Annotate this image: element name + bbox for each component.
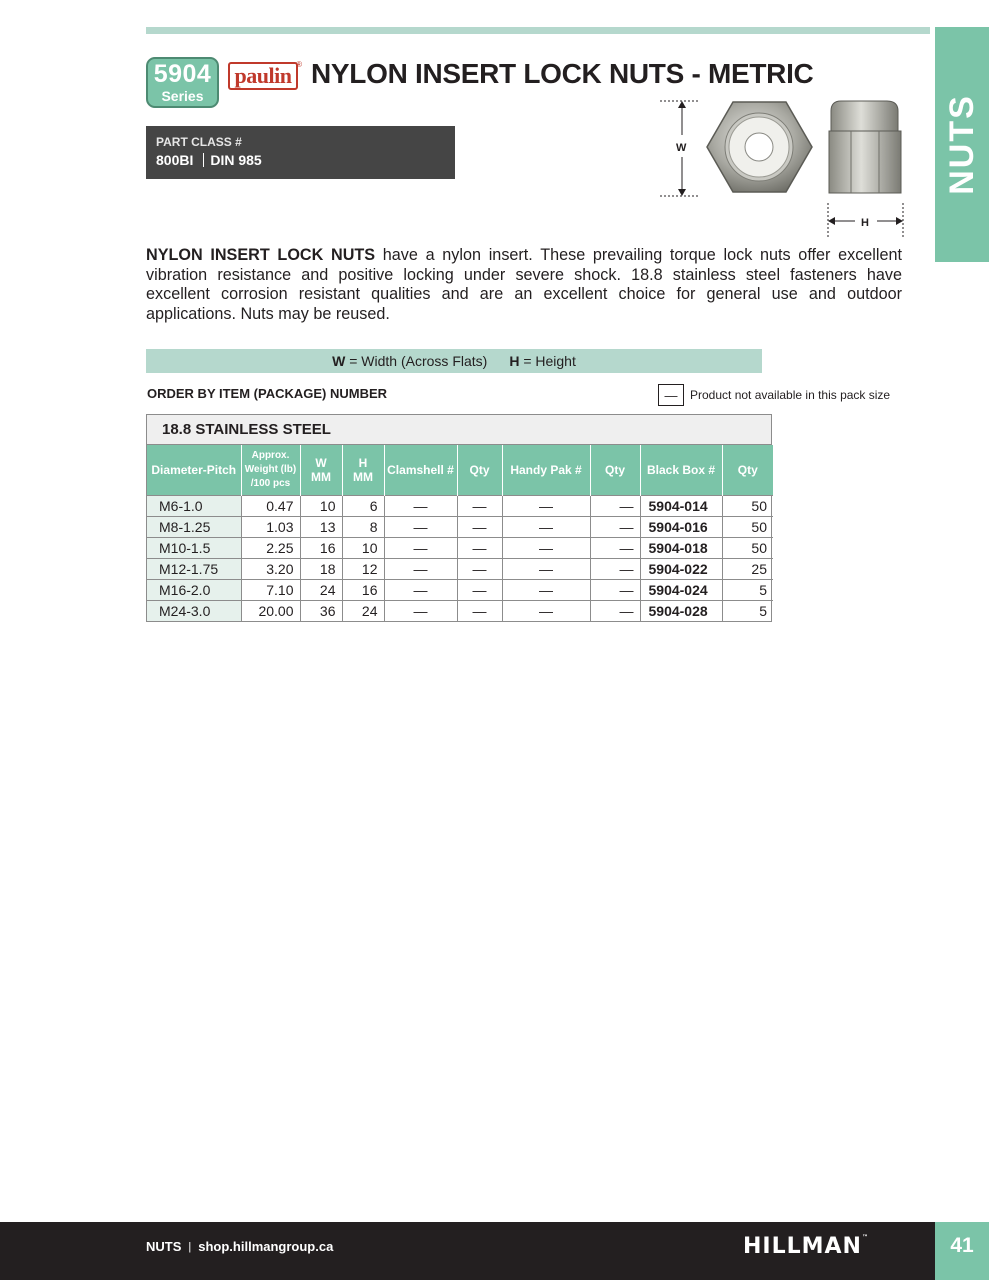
- table-section-title: 18.8 STAINLESS STEEL: [147, 415, 771, 445]
- part-class-code: 800BI: [156, 152, 194, 168]
- cell-handy-pak: —: [502, 495, 590, 516]
- cell-handy-pak: —: [502, 516, 590, 537]
- cell-weight: 7.10: [241, 579, 300, 600]
- description-lead: NYLON INSERT LOCK NUTS: [146, 246, 376, 264]
- footer-links: [146, 1239, 333, 1254]
- table-row: [147, 495, 773, 516]
- legend-w-key: W: [332, 353, 346, 369]
- top-rule: [146, 27, 930, 34]
- cell-width: 36: [300, 600, 342, 621]
- cell-clamshell: —: [384, 558, 457, 579]
- cell-black-box: 5904-014: [640, 495, 722, 516]
- cell-qty-black-box: 5: [722, 600, 773, 621]
- part-class-box: [146, 126, 455, 179]
- nut-diagram: [655, 95, 910, 240]
- width-dimension-label: W: [676, 142, 687, 154]
- table-row: [147, 600, 773, 621]
- cell-width: 24: [300, 579, 342, 600]
- page-number-box: [935, 1222, 989, 1280]
- footer-url-link[interactable]: shop.hillmangroup.ca: [198, 1239, 334, 1254]
- not-available-text: Product not available in this pack size: [690, 388, 891, 402]
- product-table: [146, 414, 772, 622]
- hillman-logo: [743, 1234, 868, 1259]
- cell-black-box: 5904-018: [640, 537, 722, 558]
- cell-handy-pak: —: [502, 558, 590, 579]
- col-qty-clamshell: Qty: [457, 445, 502, 495]
- cell-clamshell: —: [384, 600, 457, 621]
- cell-black-box: 5904-024: [640, 579, 722, 600]
- dimension-legend: [146, 349, 762, 373]
- cell-black-box: 5904-028: [640, 600, 722, 621]
- footer-section-link[interactable]: NUTS: [146, 1239, 182, 1254]
- cell-weight: 0.47: [241, 495, 300, 516]
- col-width-mm: W MM: [300, 445, 342, 495]
- cell-black-box: 5904-016: [640, 516, 722, 537]
- cell-handy-pak: —: [502, 579, 590, 600]
- col-black-box: Black Box #: [640, 445, 722, 495]
- legend-h-text: = Height: [519, 353, 576, 369]
- cell-height: 6: [342, 495, 384, 516]
- cell-clamshell: —: [384, 495, 457, 516]
- part-class-standard: DIN 985: [210, 152, 262, 168]
- cell-width: 13: [300, 516, 342, 537]
- cell-qty-clamshell: —: [457, 558, 502, 579]
- nut-illustration: [655, 95, 910, 240]
- cell-weight: 20.00: [241, 600, 300, 621]
- footer-separator: |: [188, 1240, 192, 1253]
- description-body: have a nylon insert. These prevailing torque lock nuts offer excellent vibration resistance and positive locking under severe shock. 18.8 stainless steel fasteners have excellent corrosion resistant qualities and are an excellent choice for general use and outdoor applications. Nuts may be reused.: [146, 246, 903, 323]
- col-qty-handy-pak: Qty: [590, 445, 640, 495]
- legend-h-key: H: [509, 353, 520, 369]
- cell-qty-handy-pak: —: [590, 516, 640, 537]
- part-class-divider: [203, 153, 204, 167]
- cell-black-box: 5904-022: [640, 558, 722, 579]
- col-diameter-pitch: Diameter-Pitch: [147, 445, 241, 495]
- cell-width: 10: [300, 495, 342, 516]
- cell-diameter: M16-2.0: [147, 579, 241, 600]
- table-header-row: [147, 445, 773, 495]
- cell-clamshell: —: [384, 516, 457, 537]
- col-height-mm: H MM: [342, 445, 384, 495]
- series-label: Series: [161, 88, 204, 104]
- not-available-symbol: —: [658, 384, 684, 406]
- legend-w-text: = Width (Across Flats): [345, 353, 488, 369]
- cell-weight: 2.25: [241, 537, 300, 558]
- cell-diameter: M12-1.75: [147, 558, 241, 579]
- cell-width: 16: [300, 537, 342, 558]
- cell-diameter: M24-3.0: [147, 600, 241, 621]
- cell-clamshell: —: [384, 579, 457, 600]
- product-description: [146, 246, 902, 324]
- cell-height: 12: [342, 558, 384, 579]
- cell-height: 10: [342, 537, 384, 558]
- order-by-heading: ORDER BY ITEM (PACKAGE) NUMBER: [147, 386, 388, 401]
- page-title: NYLON INSERT LOCK NUTS - METRIC: [311, 58, 814, 89]
- page-footer: [0, 1222, 935, 1280]
- cell-qty-clamshell: —: [457, 495, 502, 516]
- series-badge: [146, 57, 219, 108]
- cell-qty-clamshell: —: [457, 537, 502, 558]
- cell-height: 8: [342, 516, 384, 537]
- table-row: [147, 558, 773, 579]
- cell-qty-black-box: 50: [722, 495, 773, 516]
- cell-weight: 3.20: [241, 558, 300, 579]
- hillman-logo-text: HILLMAN: [743, 1234, 862, 1259]
- col-clamshell: Clamshell #: [384, 445, 457, 495]
- cell-qty-handy-pak: —: [590, 495, 640, 516]
- cell-clamshell: —: [384, 537, 457, 558]
- cell-qty-handy-pak: —: [590, 537, 640, 558]
- col-handy-pak: Handy Pak #: [502, 445, 590, 495]
- not-available-legend: [658, 384, 890, 406]
- cell-qty-black-box: 5: [722, 579, 773, 600]
- cell-qty-clamshell: —: [457, 600, 502, 621]
- cell-diameter: M6-1.0: [147, 495, 241, 516]
- side-tab-nuts: [935, 27, 989, 262]
- table-row: [147, 579, 773, 600]
- cell-qty-clamshell: —: [457, 579, 502, 600]
- brand-name: paulin: [228, 62, 298, 90]
- cell-qty-handy-pak: —: [590, 558, 640, 579]
- cell-height: 16: [342, 579, 384, 600]
- side-tab-label: NUTS: [942, 94, 981, 195]
- brand-registered-mark: ®: [296, 60, 302, 69]
- cell-qty-black-box: 50: [722, 537, 773, 558]
- cell-diameter: M8-1.25: [147, 516, 241, 537]
- cell-handy-pak: —: [502, 537, 590, 558]
- part-class-label: PART CLASS #: [156, 135, 242, 149]
- cell-weight: 1.03: [241, 516, 300, 537]
- col-approx-weight: Approx. Weight (lb) /100 pcs: [241, 445, 300, 495]
- hillman-trademark: ™: [861, 1234, 868, 1241]
- cell-qty-clamshell: —: [457, 516, 502, 537]
- table-row: [147, 537, 773, 558]
- col-qty-black-box: Qty: [722, 445, 773, 495]
- series-number: 5904: [153, 60, 212, 88]
- part-class-values: [156, 152, 445, 168]
- table-row: [147, 516, 773, 537]
- cell-height: 24: [342, 600, 384, 621]
- cell-qty-black-box: 50: [722, 516, 773, 537]
- page-number: 41: [950, 1234, 974, 1257]
- cell-handy-pak: —: [502, 600, 590, 621]
- paulin-logo: [228, 62, 302, 90]
- cell-width: 18: [300, 558, 342, 579]
- cell-diameter: M10-1.5: [147, 537, 241, 558]
- product-table-grid: [147, 445, 773, 621]
- height-dimension-label: H: [861, 217, 869, 229]
- cell-qty-handy-pak: —: [590, 600, 640, 621]
- cell-qty-black-box: 25: [722, 558, 773, 579]
- cell-qty-handy-pak: —: [590, 579, 640, 600]
